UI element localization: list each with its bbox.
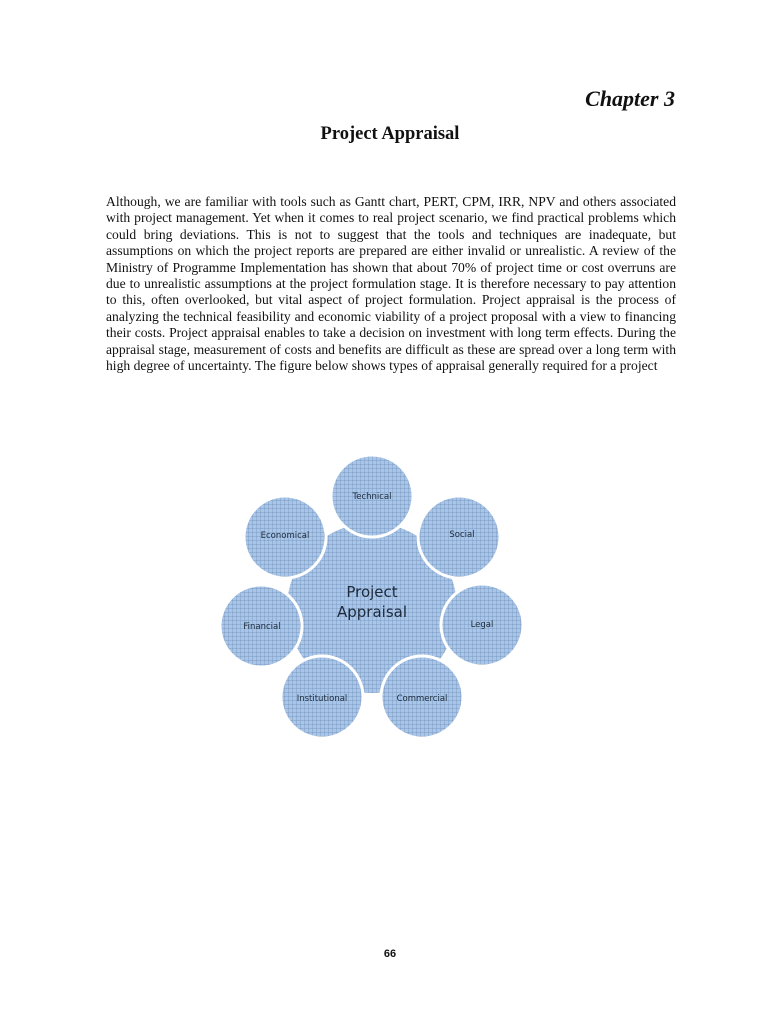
center-label-line1: Project [346, 583, 398, 601]
page-title: Project Appraisal [320, 124, 460, 144]
node-technical-label: Technical [352, 492, 392, 502]
appraisal-diagram [200, 440, 540, 750]
node-social-label: Social [449, 530, 475, 540]
node-commercial-label: Commercial [396, 694, 448, 704]
body-paragraph: Although, we are familiar with tools such as Gantt chart, PERT, CPM, IRR, NPV and others associated with project management. Yet when it comes to real project scenario, we find practical problems which could bring deviations. This is not to suggest that the tools and techniques are inadequate, but assumptions on which the project reports are prepared are either invalid or unrealistic. A review of the Ministry of Programme Implementation has shown that about 70% of project time or cost overruns are due to unrealistic assumptions at the project formulation stage. It is therefore necessary to pay attention to this, often overlooked, but vital aspect of project formulation. Project appraisal is the process of analyzing the technical feasibility and economic viability of a project proposal with a view to financing their costs. Project appraisal enables to take a decision on investment with long term effects. During the appraisal stage, measurement of costs and benefits are difficult as these are spread over a long term with high degree of uncertainty. The figure below shows types of appraisal generally required for a project [106, 194, 676, 374]
center-label-line2: Appraisal [336, 603, 408, 621]
node-legal-label: Legal [470, 620, 494, 630]
node-financial-label: Financial [243, 622, 281, 632]
node-economical-label: Economical [260, 531, 310, 541]
node-institutional-label: Institutional [296, 694, 348, 704]
page-number: 66 [383, 948, 397, 960]
chapter-label: Chapter 3 [585, 86, 675, 111]
